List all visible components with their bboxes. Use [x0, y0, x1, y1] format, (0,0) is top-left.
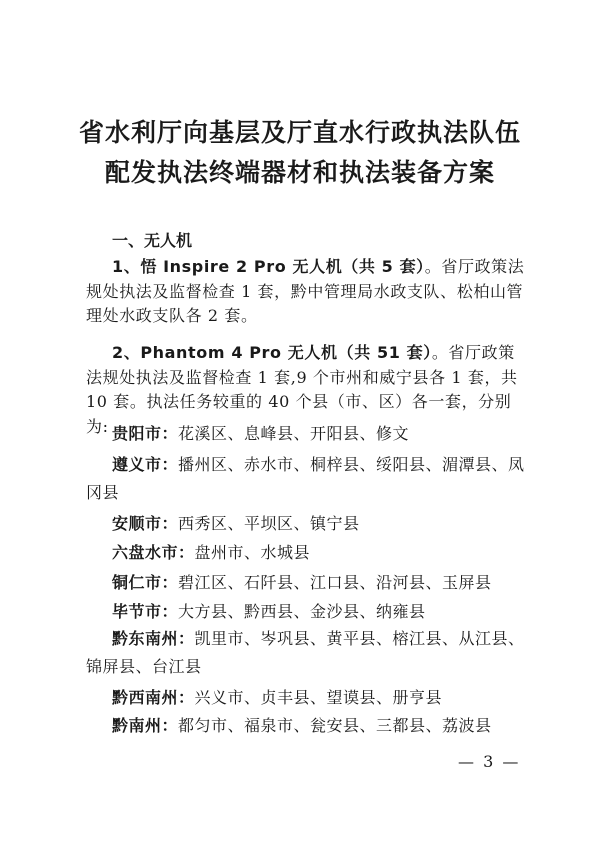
section-heading-drones: 一、无人机 [112, 231, 193, 250]
region-row-qianxinan [86, 684, 526, 712]
item-2-lead: 2、Phantom 4 Pro 无人机（共 51 套） [112, 343, 432, 362]
region-counties: 盘州市、水城县 [194, 543, 311, 562]
region-counties: 兴义市、贞丰县、望谟县、册亨县 [194, 688, 443, 707]
region-counties: 花溪区、息峰县、开阳县、修文 [178, 424, 410, 443]
region-row-tongren [86, 569, 526, 597]
region-row-qiandongnan [86, 625, 526, 681]
region-counties: 都匀市、福泉市、瓮安县、三都县、荔波县 [178, 716, 492, 735]
region-counties: 西秀区、平坝区、镇宁县 [178, 514, 360, 533]
region-label: 毕节市： [112, 602, 179, 621]
region-counties: 播州区、赤水市、桐梓县、绥阳县、湄潭县、凤冈县 [86, 455, 525, 502]
page-number: — 3 — [458, 752, 521, 771]
region-counties: 凯里市、岑巩县、黄平县、榕江县、从江县、锦屏县、台江县 [86, 629, 525, 676]
item-1-text: 。省厅政策法规处执法及监督检查 1 套，黔中管理局水政支队、松柏山管理处水政支队各 2 套。 [86, 257, 525, 325]
region-label: 遵义市： [112, 455, 179, 474]
document-title-line-1: 省水利厅向基层及厅直水行政执法队伍 [78, 118, 521, 147]
region-label: 安顺市： [112, 514, 179, 533]
region-row-qiannan [86, 712, 526, 740]
item-1-lead: 1、悟 Inspire 2 Pro 无人机（共 5 套） [112, 257, 425, 276]
region-label: 黔西南州： [112, 688, 195, 707]
document-title-line-2: 配发执法终端器材和执法装备方案 [104, 158, 495, 187]
region-label: 贵阳市： [112, 424, 179, 443]
region-label: 六盘水市： [112, 543, 195, 562]
paragraph-item-1 [86, 255, 526, 329]
region-label: 黔东南州： [112, 629, 195, 648]
region-counties: 大方县、黔西县、金沙县、纳雍县 [178, 602, 426, 621]
item-2-text: 。省厅政策法规处执法及监督检查 1 套,9 个市州和威宁县各 1 套，共 10 套。执法任务较重的 40 个县（市、区）各一套，分别为: [86, 343, 518, 436]
region-row-zunyi [86, 451, 526, 507]
region-row-bijie [86, 598, 526, 626]
region-label: 铜仁市： [112, 573, 179, 592]
region-row-guiyang [86, 420, 526, 448]
region-row-anshun [86, 510, 526, 538]
region-counties: 碧江区、石阡县、江口县、沿河县、玉屏县 [178, 573, 492, 592]
region-label: 黔南州： [112, 716, 179, 735]
region-row-liupanshui [86, 539, 526, 567]
